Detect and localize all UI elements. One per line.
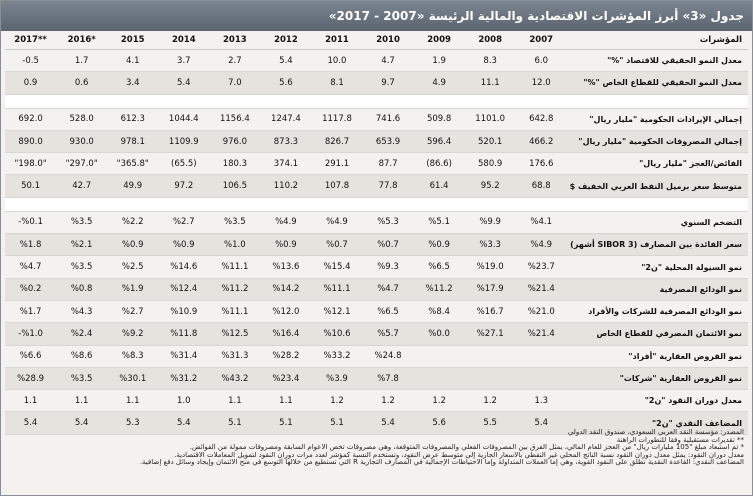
row-label: معدل النمو الحقيقي للقطاع الخاص "%" <box>567 72 748 94</box>
year-header: 2010 <box>363 31 414 50</box>
value-cell: 5.5 <box>465 412 516 434</box>
value-cell: 509.8 <box>414 108 465 130</box>
value-cell: 1.2 <box>311 390 362 412</box>
value-cell: 12.0 <box>516 72 567 94</box>
value-cell: 97.2 <box>158 175 209 197</box>
value-cell: 1.9 <box>414 50 465 72</box>
value-cell: 1117.8 <box>311 108 362 130</box>
value-cell: 5.1 <box>311 412 362 434</box>
value-cell: %0.9 <box>158 234 209 256</box>
value-cell: 1044.4 <box>158 108 209 130</box>
value-cell: 77.8 <box>363 175 414 197</box>
value-cell: %0.9 <box>107 234 158 256</box>
value-cell: 5.6 <box>260 72 311 94</box>
value-cell: 5.4 <box>260 50 311 72</box>
value-cell: %23.4 <box>260 367 311 389</box>
table-row <box>5 345 748 367</box>
value-cell <box>516 345 567 367</box>
value-cell: %3.9 <box>311 367 362 389</box>
value-cell: %21.4 <box>516 323 567 345</box>
value-cell: 10.0 <box>311 50 362 72</box>
value-cell: %15.4 <box>311 256 362 278</box>
footnote-line: * تم استبعاد مبلغ "105 مليارات ريال" من العجز للعام المالي، يمثل الفرق بين المصروفات الفعلي والمصروفات المتوقعة، وهي مصروفات تخص الأعوام السابقة ومصروفات ممولة من الفوائض. <box>189 444 744 452</box>
value-cell: %13.6 <box>260 256 311 278</box>
value-cell: %16.4 <box>260 323 311 345</box>
value-cell: 50.1 <box>5 175 56 197</box>
table-row <box>5 323 748 345</box>
row-label: معدل دوران النقود "ن2" <box>567 390 748 412</box>
value-cell: 5.4 <box>158 412 209 434</box>
spacer-cell <box>5 94 748 108</box>
value-cell: 612.3 <box>107 108 158 130</box>
value-cell: 180.3 <box>209 153 260 175</box>
value-cell: %14.2 <box>260 278 311 300</box>
year-header: 2008 <box>465 31 516 50</box>
value-cell: %12.4 <box>158 278 209 300</box>
value-cell: %4.9 <box>260 211 311 233</box>
row-label: الفائض/العجز "مليار ريال" <box>567 153 748 175</box>
value-cell: 4.7 <box>363 50 414 72</box>
table-row <box>5 72 748 94</box>
value-cell: 176.6 <box>516 153 567 175</box>
value-cell: "297.0" <box>56 153 107 175</box>
value-cell: 1.1 <box>107 390 158 412</box>
value-cell: %12.1 <box>311 300 362 322</box>
table-row <box>5 390 748 412</box>
value-cell: %19.0 <box>465 256 516 278</box>
row-label: نمو السيولة المحلية "ن2" <box>567 256 748 278</box>
value-cell <box>414 345 465 367</box>
value-cell: %30.1 <box>107 367 158 389</box>
table-body <box>5 50 748 435</box>
value-cell: %31.3 <box>209 345 260 367</box>
value-cell: %0.7 <box>363 234 414 256</box>
row-label: نمو الائتمان المصرفي للقطاع الخاص <box>567 323 748 345</box>
value-cell: %28.9 <box>5 367 56 389</box>
row-label: إجمالي المصروفات الحكومية "مليار ريال" <box>567 130 748 152</box>
value-cell: %2.2 <box>107 211 158 233</box>
value-cell: 11.1 <box>465 72 516 94</box>
value-cell: %0.2 <box>5 278 56 300</box>
value-cell: 976.0 <box>209 130 260 152</box>
value-cell: %4.9 <box>516 234 567 256</box>
value-cell: %5.3 <box>363 211 414 233</box>
value-cell: %8.3 <box>107 345 158 367</box>
value-cell: %6.5 <box>414 256 465 278</box>
value-cell: %1.8 <box>5 234 56 256</box>
value-cell: 68.8 <box>516 175 567 197</box>
section-spacer <box>5 94 748 108</box>
row-label: نمو الودائع المصرفية للشركات والأفراد <box>567 300 748 322</box>
value-cell: %9.9 <box>465 211 516 233</box>
value-cell: 873.3 <box>260 130 311 152</box>
value-cell: 890.0 <box>5 130 56 152</box>
value-cell: %3.5 <box>56 256 107 278</box>
value-cell: %5.1 <box>414 211 465 233</box>
header-indicators: المؤشرات <box>567 31 748 50</box>
value-cell: %0.9 <box>414 234 465 256</box>
value-cell: %31.4 <box>158 345 209 367</box>
value-cell: %3.3 <box>465 234 516 256</box>
row-label: المضاعف النقدي "ن2" <box>567 412 748 434</box>
value-cell: %33.2 <box>311 345 362 367</box>
value-cell: 5.4 <box>516 412 567 434</box>
table-row <box>5 300 748 322</box>
footnote-line: المضاعف النقدي: القاعدة النقدية تطلق على النقود القوية، وهي إما العملات المتداولة وإما الاحتياطات الإجمالية في المصارف التجارية R التي تستطيع من خلالها التوسع في منح الائتمان وإيجاد وسائل دفع إضافية. <box>139 459 744 467</box>
value-cell: %10.6 <box>311 323 362 345</box>
value-cell: 692.0 <box>5 108 56 130</box>
row-label: سعر الفائدة بين المصارف (SIBOR 3 أشهر) <box>567 234 748 256</box>
value-cell: %5.7 <box>363 323 414 345</box>
value-cell: %12.0 <box>260 300 311 322</box>
value-cell: %4.9 <box>311 211 362 233</box>
value-cell: 3.4 <box>107 72 158 94</box>
value-cell: (86.6) <box>414 153 465 175</box>
value-cell: 49.9 <box>107 175 158 197</box>
value-cell: 291.1 <box>311 153 362 175</box>
value-cell: 1.1 <box>56 390 107 412</box>
footnote-line: معدل دوران النقود: يمثل معدل دوران النقود نسبة الناتج المحلي غير النفطي بالأسعار الجارية إلى متوسط عرض النقود، وتستخدم النسبة كمؤشر لعدد مرات دوران النقود لتمويل المعاملات الاقتصادية. <box>174 451 744 459</box>
value-cell: %10.9 <box>158 300 209 322</box>
value-cell: 5.4 <box>5 412 56 434</box>
value-cell: 5.4 <box>363 412 414 434</box>
value-cell: 42.7 <box>56 175 107 197</box>
value-cell: 374.1 <box>260 153 311 175</box>
value-cell: 87.7 <box>363 153 414 175</box>
footnote-line: المصدر: مؤسسة النقد العربي السعودي، صندوق النقد الدولي <box>567 429 744 436</box>
row-label: متوسط سعر برميل النفط العربي الخفيف $ <box>567 175 748 197</box>
year-header: 2007 <box>516 31 567 50</box>
value-cell: 528.0 <box>56 108 107 130</box>
value-cell: 1.3 <box>516 390 567 412</box>
value-cell <box>465 345 516 367</box>
value-cell: %31.2 <box>158 367 209 389</box>
table-row <box>5 175 748 197</box>
value-cell: 1109.9 <box>158 130 209 152</box>
value-cell: %0.1- <box>5 211 56 233</box>
year-header: *2016 <box>56 31 107 50</box>
value-cell: %2.7 <box>158 211 209 233</box>
value-cell: 61.4 <box>414 175 465 197</box>
section-spacer <box>5 197 748 211</box>
value-cell: %16.7 <box>465 300 516 322</box>
footnotes <box>9 429 744 467</box>
value-cell: %2.7 <box>107 300 158 322</box>
year-header: 2011 <box>311 31 362 50</box>
value-cell: %11.1 <box>311 278 362 300</box>
value-cell: 4.9 <box>414 72 465 94</box>
value-cell: %11.1 <box>209 300 260 322</box>
value-cell <box>516 367 567 389</box>
value-cell: %12.5 <box>209 323 260 345</box>
row-label: نمو الودائع المصرفية <box>567 278 748 300</box>
value-cell: %1.7 <box>5 300 56 322</box>
value-cell: 580.9 <box>465 153 516 175</box>
value-cell: %21.0 <box>516 300 567 322</box>
value-cell: %0.8 <box>56 278 107 300</box>
value-cell: %9.3 <box>363 256 414 278</box>
year-header: **2017 <box>5 31 56 50</box>
value-cell: 520.1 <box>465 130 516 152</box>
value-cell: %28.2 <box>260 345 311 367</box>
value-cell: %4.7 <box>5 256 56 278</box>
value-cell: %17.9 <box>465 278 516 300</box>
value-cell: 1.0 <box>158 390 209 412</box>
row-label: نمو القروض العقارية "أفراد" <box>567 345 748 367</box>
value-cell: 1101.0 <box>465 108 516 130</box>
value-cell: %0.0 <box>414 323 465 345</box>
value-cell: %11.2 <box>209 278 260 300</box>
spacer-cell <box>5 197 748 211</box>
row-label: معدل النمو الحقيقي للاقتصاد "%" <box>567 50 748 72</box>
value-cell: 95.2 <box>465 175 516 197</box>
value-cell: %43.2 <box>209 367 260 389</box>
value-cell: 7.0 <box>209 72 260 94</box>
year-header: 2012 <box>260 31 311 50</box>
value-cell: 1247.4 <box>260 108 311 130</box>
value-cell: 4.1 <box>107 50 158 72</box>
row-label: نمو القروض العقارية "شركات" <box>567 367 748 389</box>
value-cell: 5.1 <box>260 412 311 434</box>
value-cell <box>414 367 465 389</box>
value-cell: "198.0" <box>5 153 56 175</box>
value-cell: 3.7 <box>158 50 209 72</box>
value-cell: %14.6 <box>158 256 209 278</box>
value-cell: %6.6 <box>5 345 56 367</box>
value-cell: %21.4 <box>516 278 567 300</box>
value-cell: (65.5) <box>158 153 209 175</box>
value-cell: 0.6 <box>56 72 107 94</box>
value-cell: 8.1 <box>311 72 362 94</box>
table-row <box>5 367 748 389</box>
value-cell: %2.5 <box>107 256 158 278</box>
value-cell: 107.8 <box>311 175 362 197</box>
value-cell: %8.4 <box>414 300 465 322</box>
value-cell: %11.2 <box>414 278 465 300</box>
table-row <box>5 108 748 130</box>
value-cell: 5.1 <box>209 412 260 434</box>
value-cell: 5.6 <box>414 412 465 434</box>
value-cell: %9.2 <box>107 323 158 345</box>
value-cell: %3.5 <box>209 211 260 233</box>
value-cell: 5.4 <box>158 72 209 94</box>
value-cell: 106.5 <box>209 175 260 197</box>
value-cell: 0.9 <box>5 72 56 94</box>
table-row <box>5 130 748 152</box>
year-header: 2013 <box>209 31 260 50</box>
value-cell: %3.5 <box>56 211 107 233</box>
row-label: التضخم السنوي <box>567 211 748 233</box>
value-cell: %8.6 <box>56 345 107 367</box>
year-header: 2014 <box>158 31 209 50</box>
value-cell: %4.3 <box>56 300 107 322</box>
value-cell: 110.2 <box>260 175 311 197</box>
value-cell: %0.7 <box>311 234 362 256</box>
indicators-table <box>5 31 748 435</box>
value-cell: 741.6 <box>363 108 414 130</box>
table-row <box>5 234 748 256</box>
value-cell: %2.1 <box>56 234 107 256</box>
value-cell: 978.1 <box>107 130 158 152</box>
value-cell: 826.7 <box>311 130 362 152</box>
table-row <box>5 278 748 300</box>
value-cell: %1.9 <box>107 278 158 300</box>
table-row <box>5 153 748 175</box>
value-cell: 2.7 <box>209 50 260 72</box>
value-cell: %4.7 <box>363 278 414 300</box>
table-title: جدول «3» أبرز المؤشرات الاقتصادية والمالية الرئيسة «2007 - 2017» <box>1 1 752 31</box>
value-cell: 6.0 <box>516 50 567 72</box>
value-cell: 1.2 <box>363 390 414 412</box>
footnote-line: ** تقديرات مستقبلية وفقا للتطورات الراهنة <box>616 436 744 444</box>
year-header: 2009 <box>414 31 465 50</box>
value-cell <box>465 367 516 389</box>
row-label: إجمالي الإيرادات الحكومية "مليار ريال" <box>567 108 748 130</box>
value-cell: 653.9 <box>363 130 414 152</box>
value-cell: 1.2 <box>465 390 516 412</box>
value-cell: %11.8 <box>158 323 209 345</box>
value-cell: %4.1 <box>516 211 567 233</box>
value-cell: 642.8 <box>516 108 567 130</box>
value-cell: "365.8" <box>107 153 158 175</box>
value-cell: 1.2 <box>414 390 465 412</box>
value-cell: 5.4 <box>56 412 107 434</box>
table-row <box>5 256 748 278</box>
value-cell: 0.5- <box>5 50 56 72</box>
value-cell: 1156.4 <box>209 108 260 130</box>
value-cell: 1.1 <box>260 390 311 412</box>
value-cell: 9.7 <box>363 72 414 94</box>
table-row <box>5 211 748 233</box>
value-cell: 5.3 <box>107 412 158 434</box>
value-cell: %0.9 <box>260 234 311 256</box>
value-cell: %23.7 <box>516 256 567 278</box>
value-cell: %3.5 <box>56 367 107 389</box>
value-cell: %7.8 <box>363 367 414 389</box>
year-header: 2015 <box>107 31 158 50</box>
value-cell: 1.1 <box>209 390 260 412</box>
value-cell: 8.3 <box>465 50 516 72</box>
value-cell: 1.1 <box>5 390 56 412</box>
value-cell: 930.0 <box>56 130 107 152</box>
value-cell: 596.4 <box>414 130 465 152</box>
table-row <box>5 50 748 72</box>
value-cell: %1.0 <box>209 234 260 256</box>
value-cell: %6.5 <box>363 300 414 322</box>
value-cell: %2.4 <box>56 323 107 345</box>
header-row <box>5 31 748 50</box>
value-cell: %11.1 <box>209 256 260 278</box>
value-cell: %24.8 <box>363 345 414 367</box>
value-cell: %27.1 <box>465 323 516 345</box>
value-cell: 1.7 <box>56 50 107 72</box>
value-cell: %1.0- <box>5 323 56 345</box>
value-cell: 466.2 <box>516 130 567 152</box>
